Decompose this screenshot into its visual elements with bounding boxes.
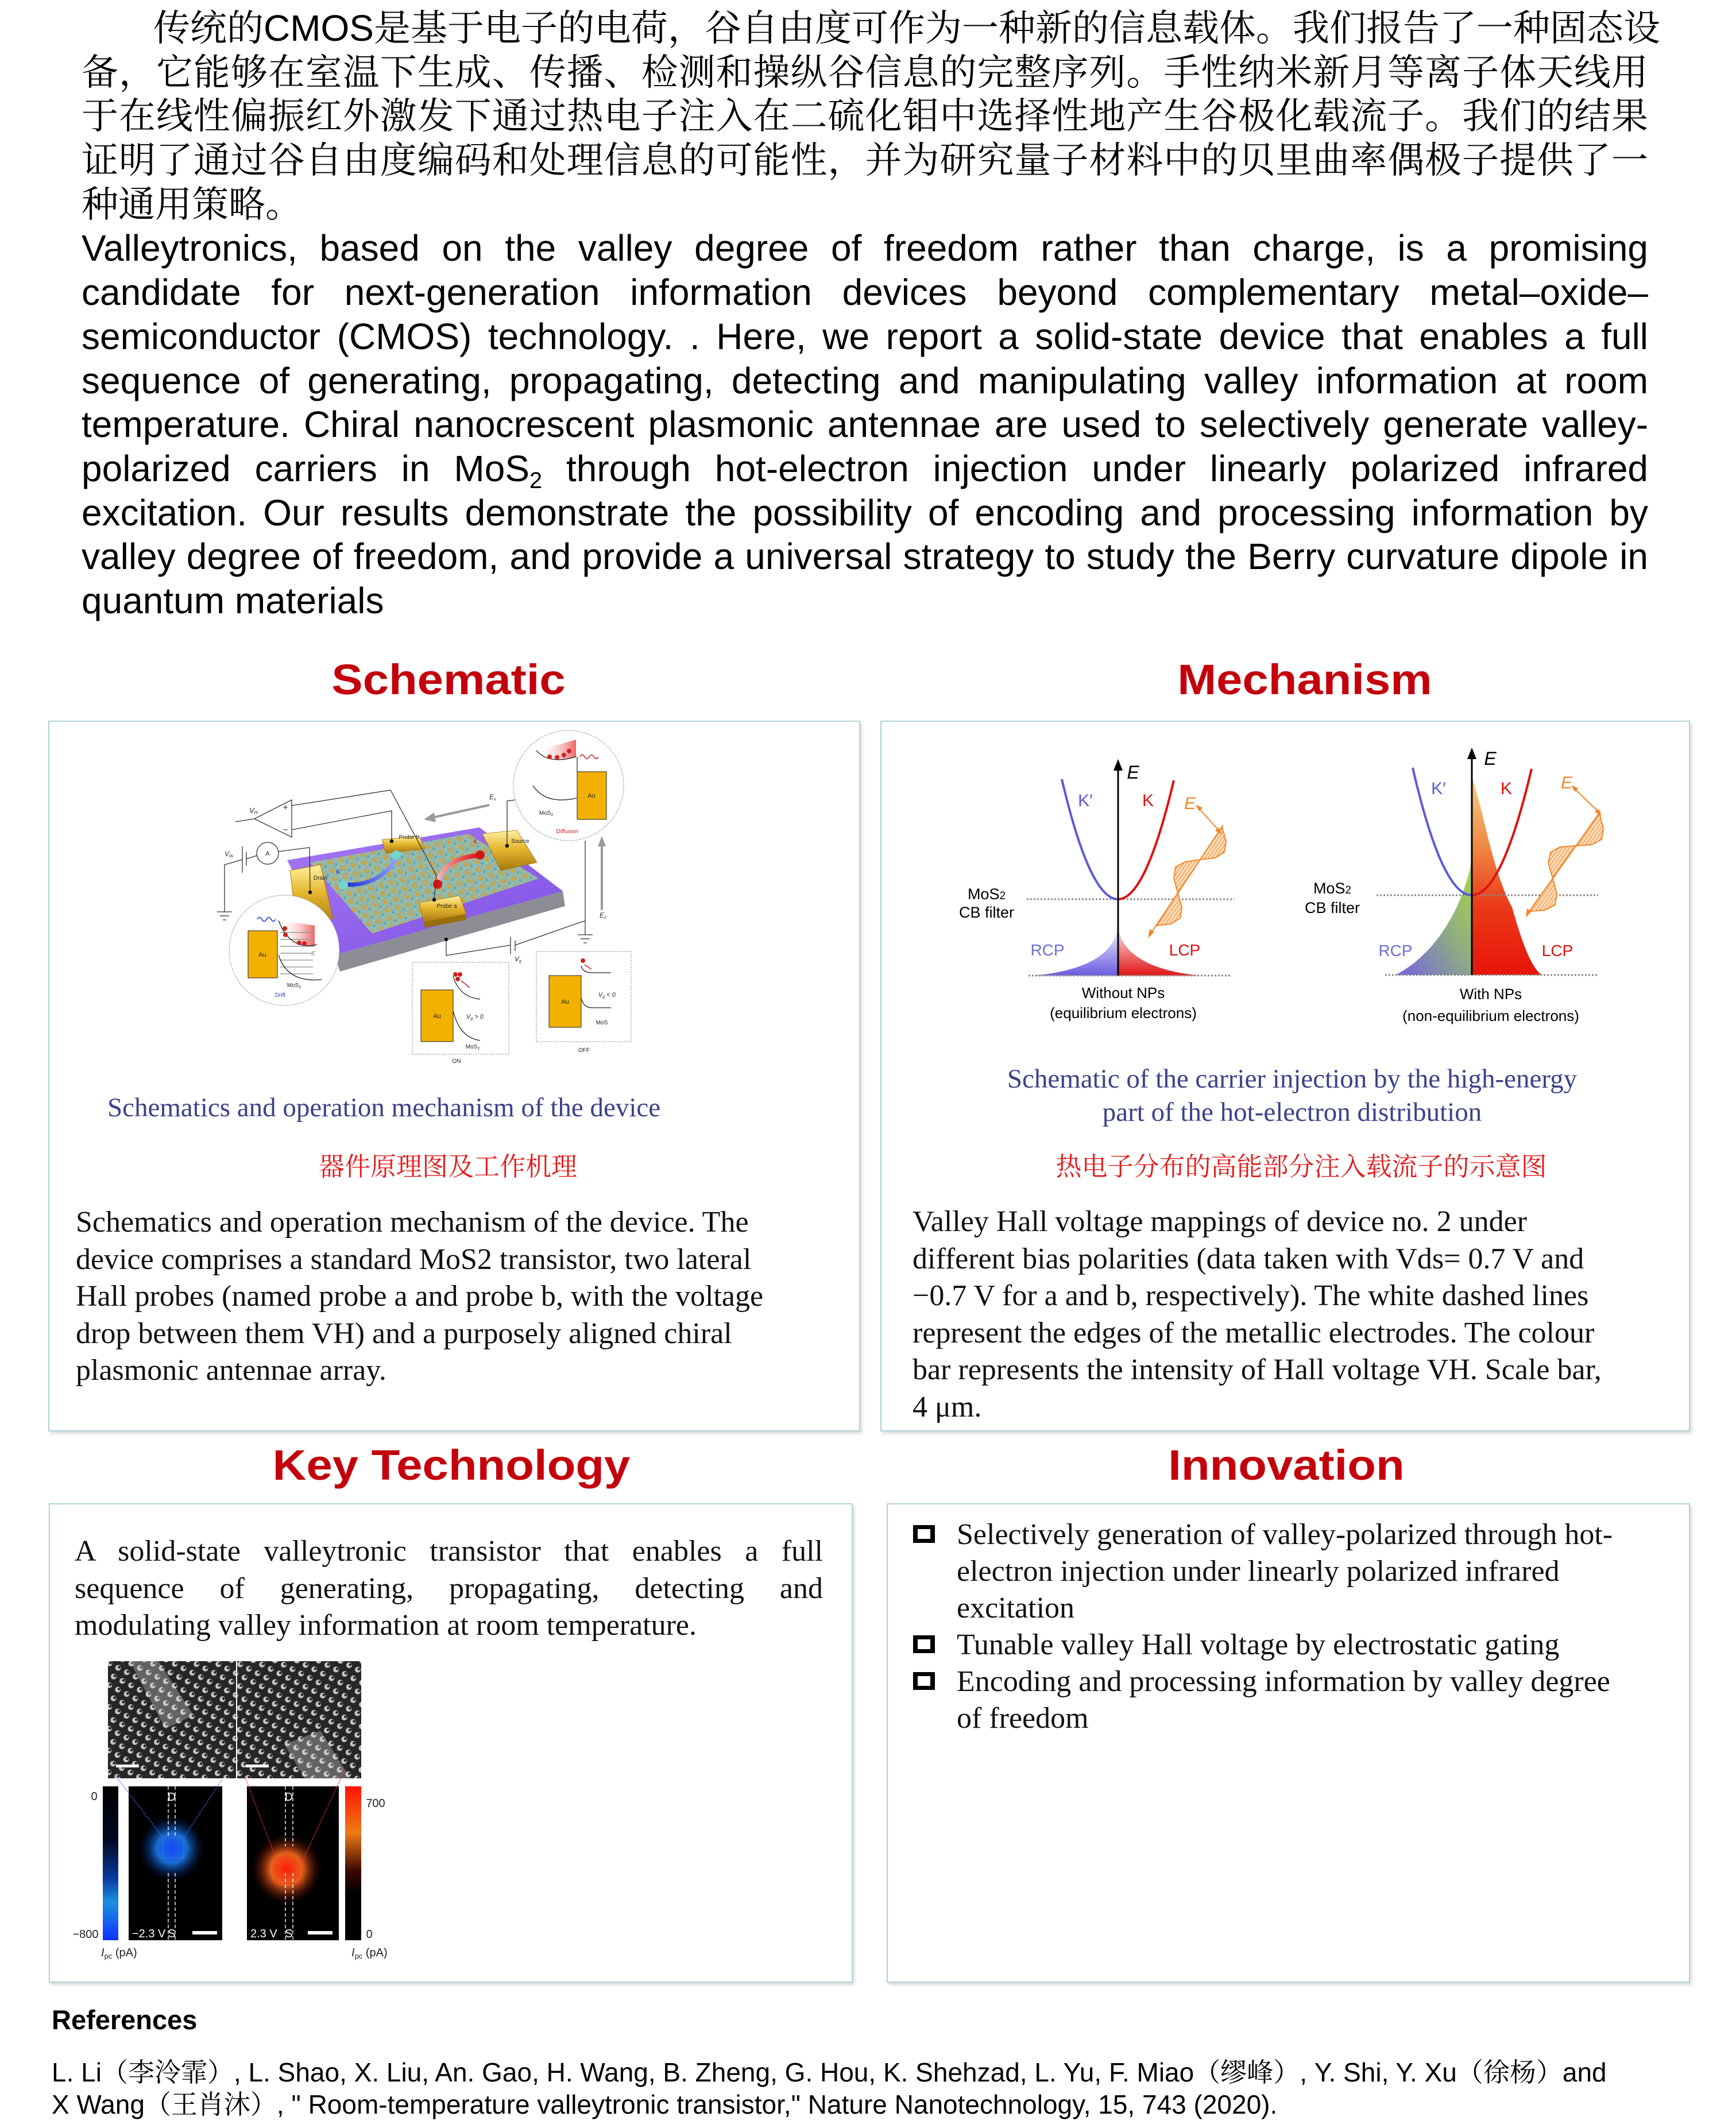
k-electron xyxy=(433,880,442,889)
arrowhead-icon xyxy=(1113,759,1123,771)
section-title-schematic: Schematic xyxy=(331,656,566,703)
description-line: device comprises a standard MoS2 transistor, two lateral xyxy=(76,1243,752,1276)
on-title: ON xyxy=(452,1058,461,1065)
innovation-line: Tunable valley Hall voltage by electrostatic gating xyxy=(957,1628,1560,1661)
filter-label: MoS2 xyxy=(1313,880,1352,897)
electron-icon xyxy=(283,926,287,931)
references-list xyxy=(52,2056,1607,2121)
panel-caption-line1: With NPs xyxy=(1459,985,1522,1003)
description-line: sequence of generating, propagating, detecting and xyxy=(75,1572,823,1605)
abstract-en-line: temperature. Chiral nanocrescent plasmonic antennae are used to selectively generate valley- xyxy=(82,404,1648,446)
k-prime-label: K′ xyxy=(1078,791,1093,810)
abstract-zh-line: 备，它能够在室温下生成、传播、检测和操纵谷信息的完整序列。手性纳米新月等离子体天线用 xyxy=(82,51,1648,93)
panel-caption-line1: Without NPs xyxy=(1081,984,1165,1001)
panel-with-nps xyxy=(1305,748,1603,1024)
mechanism-caption-zh: 热电子分布的高能部分注入载流子的示意图 xyxy=(1055,1152,1547,1181)
abstract-zh-line: 证明了通过谷自由度编码和处理信息的可能性，并为研究量子材料中的贝里曲率偶极子提供了一 xyxy=(82,140,1648,181)
drain-label: Drain xyxy=(314,875,327,881)
mechanism-description xyxy=(913,1204,1671,1426)
panel-without-nps xyxy=(959,759,1234,1022)
schematic-description xyxy=(76,1204,834,1390)
innovation-line: Selectively generation of valley-polarized through hot- xyxy=(957,1518,1613,1551)
description-line: Hall probes (named probe a and probe b, with the voltage xyxy=(76,1280,764,1313)
k-prime-label: K′ xyxy=(336,869,342,876)
sem-image-right xyxy=(237,1661,361,1778)
checkbox-square-icon xyxy=(913,1672,935,1690)
arrowhead-icon xyxy=(598,836,606,846)
rcp-label: RCP xyxy=(1030,941,1065,959)
innovation-line: of freedom xyxy=(957,1702,1089,1735)
plus-sign: + xyxy=(283,803,288,812)
description-line: 4 μm. xyxy=(913,1390,982,1423)
abstract-en-line: valley degree of freedom, and provide a universal strategy to study the Berry curvature dipole in xyxy=(82,536,1648,578)
panel-caption-line2: (non-equilibrium electrons) xyxy=(1402,1007,1579,1024)
section-title-mechanism: Mechanism xyxy=(1177,656,1432,703)
innovation-item xyxy=(888,1516,1689,1627)
innovation-panel xyxy=(887,1503,1690,1983)
ex-label: Ex xyxy=(489,793,496,802)
description-line: represent the edges of the metallic electrodes. The colour xyxy=(913,1316,1595,1349)
colorbar-positive-top: 700 xyxy=(366,1797,385,1810)
checkbox-square-icon xyxy=(913,1525,935,1543)
drift-field-label: E xyxy=(311,950,316,957)
k-prime-electron xyxy=(392,850,401,860)
innovation-line: electron injection under linearly polarized infrared xyxy=(957,1555,1560,1588)
source-label: S xyxy=(285,1928,293,1940)
probe-b-label: Probe b xyxy=(399,834,419,841)
electron-icon xyxy=(453,972,458,977)
schematic-caption-en: Schematics and operation mechanism of the device xyxy=(107,1093,661,1123)
field-label: E xyxy=(1184,794,1196,813)
electron-icon xyxy=(562,753,566,757)
photocurrent-mapping-figure xyxy=(69,1654,402,1967)
drift-au-label: Au xyxy=(258,951,266,958)
schematic-caption-zh: 器件原理图及工作机理 xyxy=(318,1152,577,1181)
abstract xyxy=(82,6,1660,623)
vds-label: Vds xyxy=(225,850,234,858)
electron-icon xyxy=(283,933,288,937)
text-span: polarized carriers in MoS xyxy=(82,447,530,489)
drain-label: D xyxy=(167,1791,176,1804)
electron-icon xyxy=(567,749,571,753)
rcp-label: RCP xyxy=(1378,942,1413,959)
k-electron xyxy=(475,850,485,860)
on-condition-label: Vg > 0 xyxy=(466,1013,484,1021)
abstract-en-line: quantum materials xyxy=(82,579,384,621)
drift-inset xyxy=(229,895,339,1005)
mechanism-caption-en-line: part of the hot-electron distribution xyxy=(1102,1097,1482,1127)
light-wave-icon xyxy=(1526,785,1603,918)
scale-bar xyxy=(116,1765,139,1767)
arrowhead-icon xyxy=(1196,804,1203,811)
drift-title: Drift xyxy=(274,992,286,999)
diffusion-inset xyxy=(513,730,624,841)
polarization-arrow xyxy=(1198,807,1220,831)
filter-label-line2: CB filter xyxy=(1304,899,1360,916)
abstract-en-line: excitation. Our results demonstrate the possibility of encoding and processing information by xyxy=(82,492,1648,533)
diffusion-mos2-label: MoS$_2$ xyxy=(539,810,554,817)
electron-icon xyxy=(555,755,559,760)
description-line: Schematics and operation mechanism of the device. The xyxy=(76,1206,749,1239)
mechanism-caption-en-line: Schematic of the carrier injection by the high-energy xyxy=(1007,1064,1578,1094)
field-label: E xyxy=(1560,773,1573,792)
scale-bar xyxy=(308,1931,332,1934)
reference-line: L. Li（李泠霏）, L. Shao, X. Liu, An. Gao, H. Wang, B. Zheng, G. Hou, K. Shehzad, L. Yu, F. Miao（缪峰）, Y. Shi, Y. Xu（徐杨）and xyxy=(52,2057,1607,2087)
innovation-list xyxy=(888,1516,1689,1737)
subscript: 2 xyxy=(529,467,543,493)
electron-icon xyxy=(547,755,552,759)
scale-bar xyxy=(246,1765,269,1767)
energy-axis-label: E xyxy=(1127,762,1139,783)
energy-axis-label: E xyxy=(1484,748,1497,769)
ez-label: Ez xyxy=(600,911,606,920)
mechanism-figure xyxy=(942,741,1619,1039)
abstract-en-line: semiconductor (CMOS) technology. . Here, we report a solid-state device that enables a full xyxy=(82,315,1648,357)
description-line: bar represents the intensity of Hall voltage VH. Scale bar, xyxy=(913,1353,1602,1386)
vg-label: Vg xyxy=(515,955,521,964)
ex-arrow xyxy=(432,805,489,818)
k-label: K xyxy=(1500,779,1513,798)
diffusion-title: Diffusion xyxy=(556,829,579,835)
description-line: modulating valley information at room temperature. xyxy=(75,1609,697,1642)
on-au-label: Au xyxy=(433,1013,441,1020)
colorbar-positive-bottom: 0 xyxy=(366,1928,373,1941)
ammeter-label: A xyxy=(265,850,270,857)
colorbar-negative-bottom: −800 xyxy=(72,1928,99,1941)
k-prime-electron xyxy=(339,880,348,889)
electron-icon xyxy=(297,941,301,945)
off-mos2-label: MoS xyxy=(596,1020,608,1026)
description-line: plasmonic antennae array. xyxy=(76,1354,386,1387)
diffusion-au-label: Au xyxy=(587,792,596,799)
source-label: Source xyxy=(511,838,529,845)
polarization-arrow xyxy=(1573,788,1599,812)
abstract-zh-line: 于在线性偏振红外激发下通过热电子注入在二硫化钼中选择性地产生谷极化载流子。我们的结果 xyxy=(82,95,1648,137)
bias-positive: 2.3 V xyxy=(250,1928,277,1940)
vh-label: VH xyxy=(249,806,258,815)
on-state-inset xyxy=(412,962,509,1065)
off-state-inset xyxy=(536,951,631,1054)
description-line: A solid-state valleytronic transistor that enables a full xyxy=(75,1535,823,1568)
figure-labels xyxy=(72,1790,387,1960)
scale-bar xyxy=(192,1931,217,1934)
off-title: OFF xyxy=(578,1047,590,1054)
colorbar-negative-top: 0 xyxy=(91,1790,98,1803)
colorbar-positive xyxy=(345,1786,361,1940)
abstract-zh-line: 种通用策略。 xyxy=(82,183,302,225)
electron-icon xyxy=(455,977,460,981)
mechanism-panel xyxy=(880,721,1690,1431)
filter-label: MoS2 xyxy=(967,885,1006,903)
key-technology-description xyxy=(75,1533,823,1645)
checkbox-square-icon xyxy=(913,1635,935,1653)
photocurrent-map-positive xyxy=(247,1786,339,1940)
text-span: through hot-electron injection under linearly polarized infrared xyxy=(542,447,1649,489)
k-prime-label: K′ xyxy=(1431,779,1446,798)
probe-a-label: Probe a xyxy=(436,903,457,910)
source-label: S xyxy=(168,1928,176,1940)
colorbar-negative-unit: $I_{pc}$ (pA) xyxy=(101,1947,137,1960)
arrowhead-icon xyxy=(1467,748,1476,759)
sem-image-left xyxy=(108,1661,236,1778)
colorbar-positive-unit: $I_{pc}$ (pA) xyxy=(351,1947,388,1960)
drain-label: D xyxy=(284,1791,293,1804)
electron-icon xyxy=(581,958,585,963)
filter-label-line2: CB filter xyxy=(958,904,1015,921)
description-line: −0.7 V for a and b, respectively). The white dashed lines xyxy=(913,1279,1589,1312)
colorbar-negative xyxy=(103,1786,118,1940)
description-line: drop between them VH) and a purposely aligned chiral xyxy=(76,1317,732,1350)
key-technology-panel xyxy=(49,1503,853,1983)
device-schematic-figure xyxy=(201,732,637,1082)
abstract-en-line: candidate for next-generation information devices beyond complementary metal–oxide– xyxy=(82,272,1648,314)
on-mos2-label: MoS$_2$ xyxy=(465,1044,480,1051)
section-title-key-technology: Key Technology xyxy=(272,1441,631,1489)
minus-sign: − xyxy=(283,825,288,835)
innovation-item xyxy=(888,1663,1689,1737)
lcp-label: LCP xyxy=(1541,942,1573,959)
k-label: K xyxy=(1142,791,1154,810)
abstract-zh-line: 传统的CMOS是基于电子的电荷，谷自由度可作为一种新的信息载体。我们报告了一种固态设 xyxy=(153,7,1660,49)
reference-line: X Wang（王肖沐）, " Room-temperature valleytronic transistor," Nature Nanotechnology, 15, 743 (2020). xyxy=(52,2090,1278,2119)
references-heading: References xyxy=(52,2005,198,2035)
electron-icon xyxy=(458,972,462,977)
description-line: Valley Hall voltage mappings of device no. 2 under xyxy=(913,1205,1528,1238)
innovation-item xyxy=(888,1627,1689,1663)
lcp-distribution xyxy=(1472,776,1541,975)
off-condition-label: Vg < 0 xyxy=(598,992,616,999)
photocurrent-map-negative xyxy=(129,1786,222,1940)
drift-mos2-label: MoS$_2$ xyxy=(287,982,301,989)
bias-negative: −2.3 V xyxy=(132,1928,166,1940)
light-wave-icon xyxy=(1148,804,1226,938)
panel-caption-line2: (equilibrium electrons) xyxy=(1050,1004,1197,1022)
abstract-en-line: sequence of generating, propagating, detecting and manipulating valley information at room xyxy=(82,359,1648,401)
lcp-label: LCP xyxy=(1169,941,1201,959)
off-au-label: Au xyxy=(561,999,569,1005)
abstract-en-line xyxy=(82,447,1648,491)
electron-icon xyxy=(302,941,307,946)
arrowhead-icon xyxy=(424,812,436,822)
innovation-line: excitation xyxy=(957,1592,1075,1624)
description-line: different bias polarities (data taken with Vds= 0.7 V and xyxy=(913,1242,1584,1275)
abstract-en-line: Valleytronics, based on the valley degree of freedom rather than charge, is a promising xyxy=(82,227,1648,269)
section-title-innovation: Innovation xyxy=(1168,1441,1405,1489)
k-label: K xyxy=(473,838,478,845)
schematic-panel xyxy=(48,721,860,1431)
innovation-line: Encoding and processing information by valley degree xyxy=(957,1665,1610,1698)
